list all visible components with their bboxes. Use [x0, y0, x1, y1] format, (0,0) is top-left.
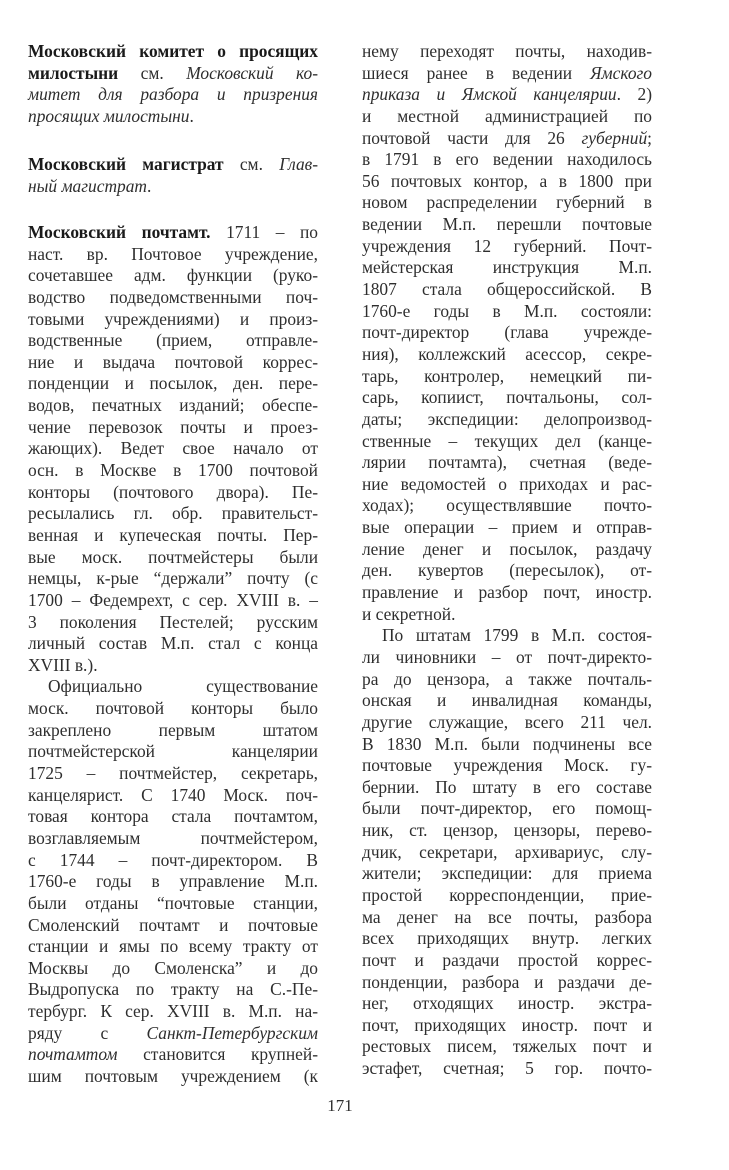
- text-run: правление и разбор почт, иностр.: [362, 582, 652, 603]
- text-run: закреплено первым штатом: [28, 719, 318, 740]
- text-line: [28, 330, 318, 352]
- text-line: [28, 698, 318, 720]
- text-line: [362, 842, 652, 864]
- text-line: [362, 928, 652, 950]
- text-run: ведении М.п. перешли почтовые: [362, 214, 652, 235]
- cross-reference: просящих милостыни: [28, 105, 190, 126]
- text-line: [28, 1044, 318, 1066]
- cross-reference: приказа и Ямской канцелярии: [362, 84, 617, 105]
- text-run: ма денег на все почты, разбора: [362, 906, 652, 927]
- text-line: [362, 560, 652, 582]
- text-run: осн. в Москве в 1700 почтовой: [28, 460, 318, 481]
- cross-reference: Московский ко-: [186, 62, 318, 83]
- text-run: 1760-е годы в управление М.п.: [28, 871, 318, 892]
- text-run: вые операции – прием и отправ-: [362, 517, 652, 538]
- text-run: немцы, к-рые “держали” почту (с: [28, 568, 318, 589]
- text-run: почтовой части для 26: [362, 127, 582, 148]
- text-run: XVIII в.).: [28, 654, 98, 675]
- text-run: Официально существование: [48, 676, 318, 697]
- text-run: понденции и посылок, ден. пере-: [28, 373, 318, 394]
- cross-reference: губерний: [581, 127, 648, 148]
- cross-reference: митет для разбора и призрения: [28, 84, 318, 105]
- text-run: в 1791 в его ведении находилось: [362, 149, 652, 170]
- text-run: дчик, секретари, архивариус, слу-: [362, 841, 652, 862]
- text-line: [28, 460, 318, 482]
- text-line: [362, 993, 652, 1015]
- text-run: моск. почтовой конторы было: [28, 698, 318, 719]
- cross-reference: почтамтом: [28, 1044, 118, 1065]
- text-line: [28, 590, 318, 612]
- text-line: [362, 647, 652, 669]
- text-run: ление денег и посылок, раздачу: [362, 538, 652, 559]
- text-line: [362, 755, 652, 777]
- text-line: [28, 395, 318, 417]
- text-run: вые моск. почтмейстеры были: [28, 546, 318, 567]
- text-run: чение перевозок почты и проез-: [28, 416, 318, 437]
- text-line: [28, 785, 318, 807]
- page-number: 171: [327, 1096, 353, 1115]
- text-line: [362, 798, 652, 820]
- text-line: [362, 322, 652, 344]
- text-line: [28, 373, 318, 395]
- entry-headword: Московский почтамт.: [28, 222, 211, 242]
- text-line: [362, 236, 652, 258]
- text-line: [362, 171, 652, 193]
- text-run: 56 почтовых контор, а в 1800 при: [362, 170, 652, 191]
- text-line: [362, 301, 652, 323]
- text-run: ;: [647, 127, 652, 148]
- cross-reference: Ямского: [590, 62, 652, 83]
- text-line: [28, 482, 318, 504]
- text-line: [362, 84, 652, 106]
- text-line: [28, 417, 318, 439]
- text-run: были отданы “почтовые станции,: [28, 892, 318, 913]
- text-line: [362, 907, 652, 929]
- text-line: [362, 1036, 652, 1058]
- text-run: почт-директор (глава учрежде-: [362, 322, 652, 343]
- text-run: 1725 – почтмейстер, секретарь,: [28, 763, 318, 784]
- text-line: [28, 720, 318, 742]
- entry-magistrat: [28, 154, 318, 197]
- text-run: 3 поколения Пестелей; русским: [28, 611, 318, 632]
- text-line: [28, 265, 318, 287]
- text-run: 1807 стала общероссийской. В: [362, 279, 652, 300]
- text-run: жители; экспедиции: для приема: [362, 863, 652, 884]
- text-line: [362, 344, 652, 366]
- text-run: онская и инвалидная команды,: [362, 690, 652, 711]
- entry-pochtamt-continued: [362, 41, 652, 1080]
- text-run: сарь, копиист, почтальоны, сол-: [362, 387, 652, 408]
- text-run: учреждения 12 губерний. Почт-: [362, 235, 652, 256]
- text-run: см.: [118, 62, 187, 83]
- text-run: конторы (почтового двора). Пе-: [28, 481, 318, 502]
- text-run: 1711 – по: [210, 222, 318, 242]
- entry-headword: Московский комитет о просящих: [28, 41, 318, 61]
- text-line: [362, 474, 652, 496]
- text-line: [362, 279, 652, 301]
- text-run: даты; экспедиции: делопроизвод-: [362, 408, 652, 429]
- text-run: шиеся ранее в ведении: [362, 62, 591, 83]
- text-line: [28, 287, 318, 309]
- text-run: лярии почтамта), счетная (веде-: [362, 452, 652, 473]
- text-run: ли чиновники – от почт-директо-: [362, 646, 652, 667]
- text-run: простой корреспонденции, прие-: [362, 884, 652, 905]
- text-run: понденции, разбора и раздачи де-: [362, 971, 652, 992]
- entry-headword: Московский магистрат: [28, 154, 224, 174]
- text-line: [362, 820, 652, 842]
- text-line: [362, 582, 652, 604]
- text-run: канцелярист. С 1740 Моск. поч-: [28, 784, 318, 805]
- text-line: [362, 452, 652, 474]
- text-run: рестовых писем, тяжелых почт и: [362, 1036, 652, 1057]
- text-line: [362, 387, 652, 409]
- text-run: ственные – текущих дел (канце-: [362, 430, 652, 451]
- entry-pochtamt: [28, 222, 318, 1088]
- text-line: [28, 893, 318, 915]
- text-line: [362, 1058, 652, 1080]
- text-run: сочетавшее адм. функции (руко-: [28, 265, 318, 286]
- text-line: [28, 676, 318, 698]
- cross-reference: Глав-: [279, 154, 318, 174]
- text-run: тербург. К сер. XVIII в. М.п. на-: [28, 1001, 318, 1022]
- text-line: [362, 712, 652, 734]
- text-line: [362, 777, 652, 799]
- text-line: [28, 525, 318, 547]
- text-run: венная и купеческая почты. Пер-: [28, 524, 318, 545]
- entry-komitet: [28, 41, 318, 128]
- text-line: [362, 625, 652, 647]
- text-run: почтовые учреждения Моск. гу-: [362, 755, 652, 776]
- text-line: [28, 547, 318, 569]
- text-run: почтмейстерской канцелярии: [28, 741, 318, 762]
- text-run: ра до цензора, а также почталь-: [362, 668, 652, 689]
- text-line: [28, 309, 318, 331]
- text-run: жающих). Ведет свое начало от: [28, 438, 318, 459]
- text-run: наст. вр. Почтовое учреждение,: [28, 243, 318, 264]
- text-run: почт и раздачи простой коррес-: [362, 949, 652, 970]
- text-line: [362, 409, 652, 431]
- text-run: были почт-директор, его помощ-: [362, 798, 652, 819]
- text-line: [362, 106, 652, 128]
- text-line: [28, 612, 318, 634]
- text-line: [362, 669, 652, 691]
- text-line: [362, 149, 652, 171]
- text-run: личный состав М.п. стал с конца: [28, 633, 318, 654]
- text-line: [28, 41, 318, 63]
- text-line: [28, 222, 318, 244]
- text-line: [362, 950, 652, 972]
- text-line: [362, 366, 652, 388]
- text-run: По штатам 1799 в М.п. состоя-: [382, 625, 652, 646]
- text-run: см.: [223, 154, 280, 174]
- text-line: [28, 438, 318, 460]
- text-run: 1700 – Федемрехт, с сер. XVIII в. –: [28, 589, 318, 610]
- text-run: товая контора стала почтамтом,: [28, 806, 318, 827]
- text-run: Выдропуска по тракту на С.-Пе-: [28, 979, 318, 1000]
- text-run: другие служащие, всего 211 чел.: [362, 711, 652, 732]
- text-line: [362, 214, 652, 236]
- text-line: [362, 495, 652, 517]
- text-run: становится крупней-: [117, 1044, 318, 1065]
- text-line: [28, 763, 318, 785]
- entry-headword: милостыни: [28, 62, 119, 83]
- text-line: [362, 63, 652, 85]
- text-run: водственные (прием, отправле-: [28, 330, 318, 351]
- text-line: [362, 604, 652, 626]
- text-run: и местной администрацией по: [362, 105, 652, 126]
- text-line: [362, 431, 652, 453]
- text-run: водство подведомственными поч-: [28, 286, 318, 307]
- text-line: [28, 568, 318, 590]
- cross-reference: ный магистрат: [28, 175, 147, 196]
- text-line: [362, 517, 652, 539]
- text-line: [28, 1066, 318, 1088]
- text-line: [362, 192, 652, 214]
- text-run: ник, ст. цензор, цензоры, перево-: [362, 820, 652, 841]
- text-run: ресылались гл. обр. правительст-: [28, 503, 318, 524]
- text-line: [362, 539, 652, 561]
- text-line: [28, 154, 318, 176]
- cross-reference: Санкт-Петербургским: [146, 1022, 318, 1043]
- text-run: ние ведомостей о приходах и рас-: [362, 473, 652, 494]
- text-run: .: [146, 175, 152, 196]
- text-run: и секретной.: [362, 603, 456, 624]
- text-line: [28, 741, 318, 763]
- text-run: товыми учреждениями) и произ-: [28, 308, 318, 329]
- text-line: [362, 690, 652, 712]
- text-line: [362, 1015, 652, 1037]
- text-line: [362, 128, 652, 150]
- text-run: тарь, контролер, немецкий пи-: [362, 365, 652, 386]
- text-line: [28, 915, 318, 937]
- text-run: новом распределении губерний в: [362, 192, 652, 213]
- text-line: [362, 734, 652, 756]
- text-run: эстафет, счетная; 5 гор. почто-: [362, 1058, 652, 1079]
- text-run: шим почтовым учреждением (к: [28, 1065, 318, 1086]
- text-line: [28, 806, 318, 828]
- text-line: [28, 503, 318, 525]
- text-line: [28, 106, 318, 128]
- text-line: [28, 176, 318, 198]
- text-line: [28, 244, 318, 266]
- text-run: .: [189, 105, 194, 126]
- text-line: [28, 633, 318, 655]
- text-line: [28, 979, 318, 1001]
- text-run: ние и выдача почтовой коррес-: [28, 351, 318, 372]
- text-run: с 1744 – почт-директором. В: [28, 849, 318, 870]
- text-line: [28, 936, 318, 958]
- text-run: почт, приходящих иностр. почт и: [362, 1014, 652, 1035]
- text-run: 1760-е годы в М.п. состояли:: [362, 300, 652, 321]
- text-line: [28, 1001, 318, 1023]
- text-run: ряду с: [28, 1022, 147, 1043]
- text-line: [28, 871, 318, 893]
- text-line: [28, 352, 318, 374]
- text-run: всех приходящих внутр. легких: [362, 928, 652, 949]
- text-run: возглавляемым почтмейстером,: [28, 827, 318, 848]
- text-run: станции и ямы по всему тракту от: [28, 936, 318, 957]
- text-line: [28, 958, 318, 980]
- text-line: [28, 828, 318, 850]
- text-run: . 2): [616, 84, 652, 105]
- text-line: [28, 1023, 318, 1045]
- text-run: ния), коллежский асессор, секре-: [362, 343, 652, 364]
- text-run: ден. кувертов (пересылок), от-: [362, 560, 652, 581]
- text-line: [28, 655, 318, 677]
- text-run: нему переходят почты, находив-: [362, 41, 652, 61]
- text-line: [28, 850, 318, 872]
- text-run: нег, отходящих иностр. экстра-: [362, 993, 652, 1014]
- text-run: ходах); осуществлявшие почто-: [362, 495, 652, 516]
- text-run: В 1830 М.п. были подчинены все: [362, 733, 652, 754]
- text-line: [28, 63, 318, 85]
- text-run: бернии. По штату в его составе: [362, 776, 652, 797]
- text-run: Москвы до Смоленска” и до: [28, 957, 318, 978]
- text-line: [362, 972, 652, 994]
- text-line: [362, 885, 652, 907]
- text-run: мейстерская инструкция М.п.: [362, 257, 652, 278]
- text-line: [362, 863, 652, 885]
- text-run: водов, печатных изданий; обеспе-: [28, 395, 318, 416]
- text-run: Смоленский почтамт и почтовые: [28, 914, 318, 935]
- text-line: [28, 84, 318, 106]
- text-line: [362, 41, 652, 63]
- text-line: [362, 257, 652, 279]
